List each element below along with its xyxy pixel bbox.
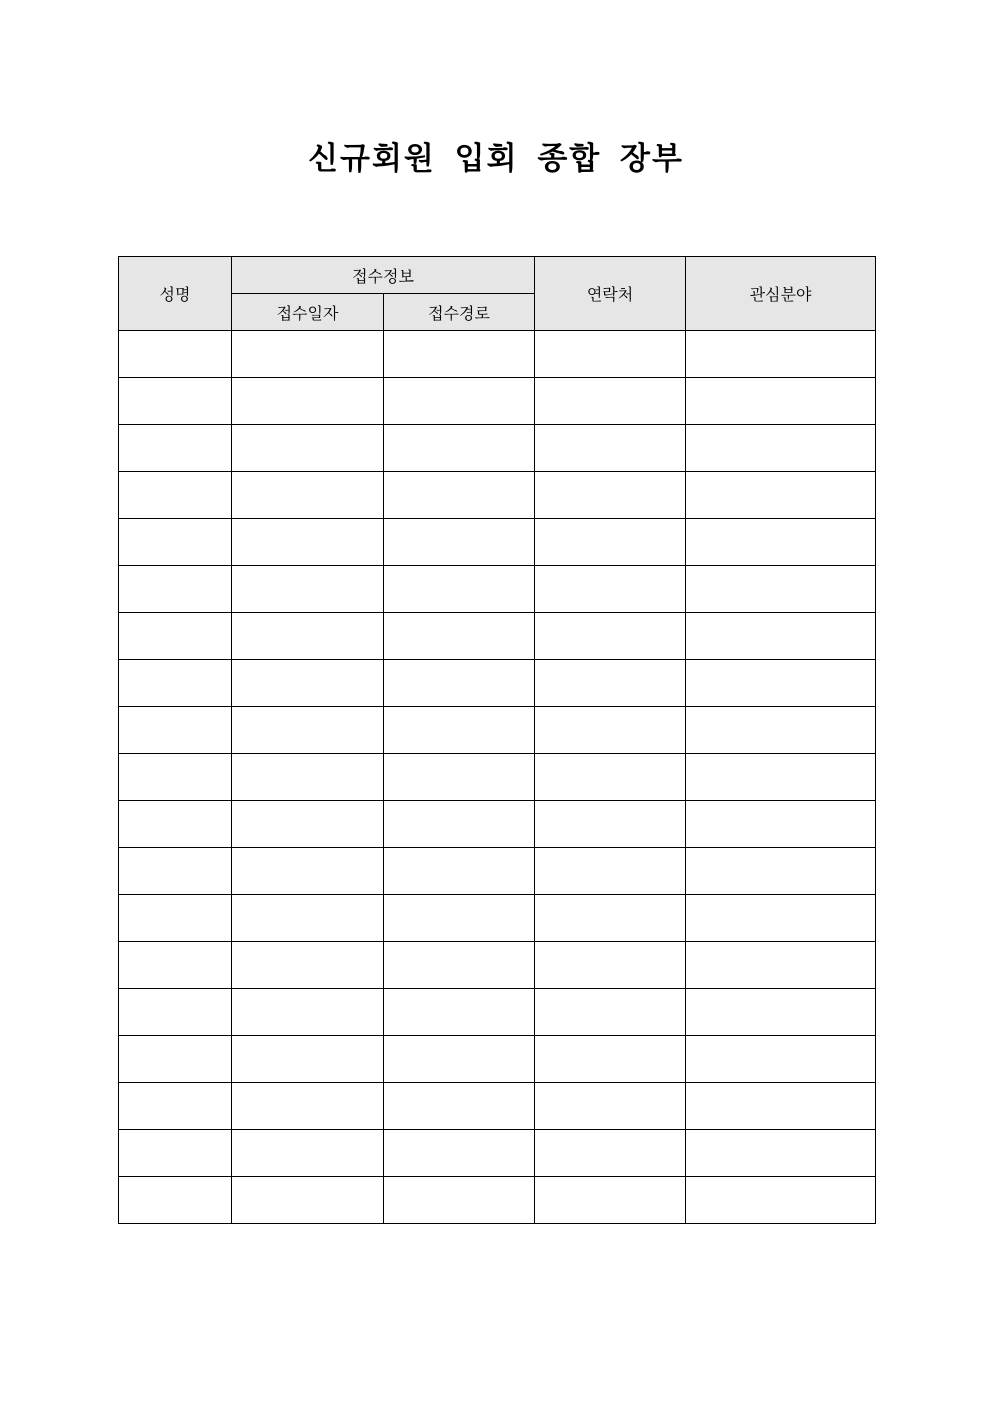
reception-route-cell[interactable] bbox=[384, 895, 535, 942]
table-row bbox=[119, 566, 876, 613]
reception-date-cell[interactable] bbox=[232, 472, 384, 519]
reception-date-cell[interactable] bbox=[232, 331, 384, 378]
table-row bbox=[119, 754, 876, 801]
contact-cell[interactable] bbox=[535, 425, 686, 472]
header-name: 성명 bbox=[119, 257, 232, 331]
name-cell[interactable] bbox=[119, 566, 232, 613]
reception-route-cell[interactable] bbox=[384, 989, 535, 1036]
table-row bbox=[119, 519, 876, 566]
reception-date-cell[interactable] bbox=[232, 989, 384, 1036]
reception-date-cell[interactable] bbox=[232, 1036, 384, 1083]
table-header bbox=[119, 257, 876, 331]
table-row bbox=[119, 801, 876, 848]
contact-cell[interactable] bbox=[535, 1083, 686, 1130]
reception-route-cell[interactable] bbox=[384, 848, 535, 895]
interest-area-cell[interactable] bbox=[686, 1083, 876, 1130]
contact-cell[interactable] bbox=[535, 895, 686, 942]
header-reception-date: 접수일자 bbox=[232, 294, 384, 331]
contact-cell[interactable] bbox=[535, 989, 686, 1036]
reception-route-cell[interactable] bbox=[384, 566, 535, 613]
reception-route-cell[interactable] bbox=[384, 1036, 535, 1083]
header-reception-route: 접수경로 bbox=[384, 294, 535, 331]
reception-date-cell[interactable] bbox=[232, 378, 384, 425]
reception-date-cell[interactable] bbox=[232, 801, 384, 848]
interest-area-cell[interactable] bbox=[686, 1177, 876, 1224]
name-cell[interactable] bbox=[119, 1130, 232, 1177]
table-row bbox=[119, 942, 876, 989]
reception-route-cell[interactable] bbox=[384, 1177, 535, 1224]
name-cell[interactable] bbox=[119, 895, 232, 942]
reception-route-cell[interactable] bbox=[384, 801, 535, 848]
name-cell[interactable] bbox=[119, 801, 232, 848]
interest-area-cell[interactable] bbox=[686, 895, 876, 942]
table-row bbox=[119, 472, 876, 519]
reception-date-cell[interactable] bbox=[232, 1130, 384, 1177]
contact-cell[interactable] bbox=[535, 331, 686, 378]
contact-cell[interactable] bbox=[535, 1177, 686, 1224]
member-ledger-table bbox=[118, 256, 876, 1224]
contact-cell[interactable] bbox=[535, 378, 686, 425]
header-interest-area: 관심분야 bbox=[686, 257, 876, 331]
table-row bbox=[119, 1083, 876, 1130]
interest-area-cell[interactable] bbox=[686, 566, 876, 613]
reception-date-cell[interactable] bbox=[232, 519, 384, 566]
contact-cell[interactable] bbox=[535, 1036, 686, 1083]
reception-route-cell[interactable] bbox=[384, 1130, 535, 1177]
interest-area-cell[interactable] bbox=[686, 754, 876, 801]
reception-route-cell[interactable] bbox=[384, 1083, 535, 1130]
reception-date-cell[interactable] bbox=[232, 895, 384, 942]
name-cell[interactable] bbox=[119, 1177, 232, 1224]
name-cell[interactable] bbox=[119, 848, 232, 895]
name-cell[interactable] bbox=[119, 1083, 232, 1130]
interest-area-cell[interactable] bbox=[686, 942, 876, 989]
name-cell[interactable] bbox=[119, 942, 232, 989]
contact-cell[interactable] bbox=[535, 660, 686, 707]
reception-date-cell[interactable] bbox=[232, 566, 384, 613]
table-row bbox=[119, 660, 876, 707]
contact-cell[interactable] bbox=[535, 566, 686, 613]
contact-cell[interactable] bbox=[535, 754, 686, 801]
name-cell[interactable] bbox=[119, 331, 232, 378]
reception-date-cell[interactable] bbox=[232, 613, 384, 660]
table-row bbox=[119, 895, 876, 942]
table-row bbox=[119, 425, 876, 472]
table-row bbox=[119, 613, 876, 660]
interest-area-cell[interactable] bbox=[686, 848, 876, 895]
contact-cell[interactable] bbox=[535, 519, 686, 566]
page-title: 신규회원 입회 종합 장부 bbox=[308, 141, 684, 177]
interest-area-cell[interactable] bbox=[686, 801, 876, 848]
reception-date-cell[interactable] bbox=[232, 1177, 384, 1224]
header-contact: 연락처 bbox=[535, 257, 686, 331]
contact-cell[interactable] bbox=[535, 613, 686, 660]
interest-area-cell[interactable] bbox=[686, 425, 876, 472]
contact-cell[interactable] bbox=[535, 848, 686, 895]
reception-date-cell[interactable] bbox=[232, 707, 384, 754]
interest-area-cell[interactable] bbox=[686, 378, 876, 425]
name-cell[interactable] bbox=[119, 754, 232, 801]
reception-route-cell[interactable] bbox=[384, 942, 535, 989]
interest-area-cell[interactable] bbox=[686, 660, 876, 707]
name-cell[interactable] bbox=[119, 425, 232, 472]
reception-date-cell[interactable] bbox=[232, 425, 384, 472]
reception-date-cell[interactable] bbox=[232, 660, 384, 707]
interest-area-cell[interactable] bbox=[686, 472, 876, 519]
reception-date-cell[interactable] bbox=[232, 754, 384, 801]
name-cell[interactable] bbox=[119, 519, 232, 566]
contact-cell[interactable] bbox=[535, 472, 686, 519]
interest-area-cell[interactable] bbox=[686, 989, 876, 1036]
contact-cell[interactable] bbox=[535, 942, 686, 989]
reception-date-cell[interactable] bbox=[232, 848, 384, 895]
contact-cell[interactable] bbox=[535, 1130, 686, 1177]
interest-area-cell[interactable] bbox=[686, 1036, 876, 1083]
reception-route-cell[interactable] bbox=[384, 660, 535, 707]
name-cell[interactable] bbox=[119, 707, 232, 754]
reception-route-cell[interactable] bbox=[384, 754, 535, 801]
table-row bbox=[119, 1177, 876, 1224]
name-cell[interactable] bbox=[119, 472, 232, 519]
table-row bbox=[119, 1036, 876, 1083]
name-cell[interactable] bbox=[119, 989, 232, 1036]
table-row bbox=[119, 331, 876, 378]
interest-area-cell[interactable] bbox=[686, 613, 876, 660]
reception-route-cell[interactable] bbox=[384, 425, 535, 472]
interest-area-cell[interactable] bbox=[686, 707, 876, 754]
interest-area-cell[interactable] bbox=[686, 519, 876, 566]
interest-area-cell[interactable] bbox=[686, 331, 876, 378]
contact-cell[interactable] bbox=[535, 801, 686, 848]
name-cell[interactable] bbox=[119, 613, 232, 660]
contact-cell[interactable] bbox=[535, 707, 686, 754]
table-row bbox=[119, 989, 876, 1036]
header-reception-info: 접수정보 bbox=[232, 257, 535, 294]
table-row bbox=[119, 848, 876, 895]
reception-date-cell[interactable] bbox=[232, 942, 384, 989]
name-cell[interactable] bbox=[119, 1036, 232, 1083]
reception-route-cell[interactable] bbox=[384, 707, 535, 754]
reception-route-cell[interactable] bbox=[384, 378, 535, 425]
reception-route-cell[interactable] bbox=[384, 331, 535, 378]
reception-route-cell[interactable] bbox=[384, 519, 535, 566]
table-row bbox=[119, 378, 876, 425]
header-row-top bbox=[119, 257, 876, 294]
interest-area-cell[interactable] bbox=[686, 1130, 876, 1177]
table-body bbox=[119, 331, 876, 1224]
reception-route-cell[interactable] bbox=[384, 472, 535, 519]
table-row bbox=[119, 707, 876, 754]
table-row bbox=[119, 1130, 876, 1177]
name-cell[interactable] bbox=[119, 660, 232, 707]
reception-route-cell[interactable] bbox=[384, 613, 535, 660]
name-cell[interactable] bbox=[119, 378, 232, 425]
reception-date-cell[interactable] bbox=[232, 1083, 384, 1130]
